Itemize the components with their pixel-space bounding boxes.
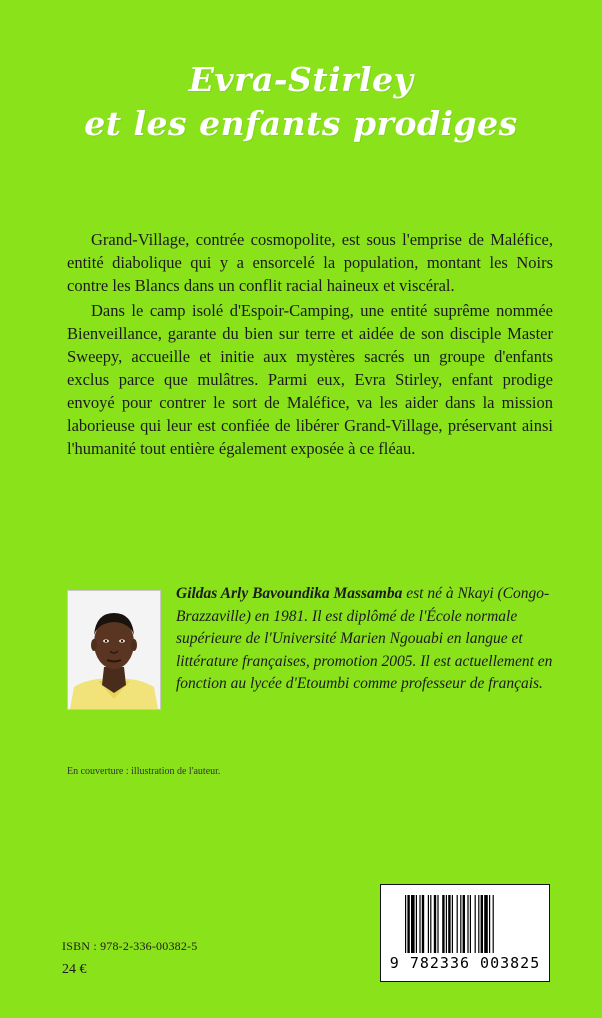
synopsis-paragraph-2: Dans le camp isolé d'Espoir-Camping, une entité suprême nommée Bienveillance, garante du bien sur terre et aidée de son disciple Master Sweepy, accueille et initie aux mystères sacrés un groupe d'enfants exclus parce que mulâtres. Parmi eux, Evra Stirley, enfant prodige envoyé pour contrer le sort de Maléfice, va les aider dans la mission laborieuse qui leur est confiée de libérer Grand-Village, préservant ainsi l'humanité tout entière également exposée à ce fléau. xyxy=(67,301,553,458)
synopsis xyxy=(67,228,553,460)
author-name: Gildas Arly Bavoundika Massamba xyxy=(176,585,403,602)
barcode-bar xyxy=(428,895,429,953)
book-title xyxy=(0,58,602,146)
barcode-bar xyxy=(411,895,415,953)
barcode-bar xyxy=(457,895,458,953)
title-line-2: et les enfants prodiges xyxy=(84,104,518,143)
barcode-bar xyxy=(446,895,447,953)
barcode-bar xyxy=(430,895,431,953)
author-portrait-image xyxy=(68,591,160,709)
author-bio-text: est né à Nkayi (Congo-Brazzaville) en 1981. Il est diplômé de l'École normale supérieure de l'Université Marien Ngouabi en langue et littérature françaises, promotion 2005. Il est actuellement en fonction au lycée d'Etoumbi comme professeur de français. xyxy=(176,585,553,692)
barcode-bar xyxy=(407,895,409,953)
barcode-bar xyxy=(489,895,490,953)
price: 24 € xyxy=(62,962,87,977)
isbn: ISBN : 978-2-336-00382-5 xyxy=(62,939,198,953)
barcode-bar xyxy=(442,895,444,953)
barcode-bar xyxy=(478,895,479,953)
author-bio xyxy=(176,583,566,696)
barcode-bar xyxy=(422,895,424,953)
barcode-bar xyxy=(463,895,465,953)
author-photo xyxy=(67,590,161,710)
barcode-bar xyxy=(452,895,453,953)
barcode-bar xyxy=(448,895,450,953)
barcode-digits: 9 782336 003825 xyxy=(389,954,541,972)
barcode-bar xyxy=(460,895,461,953)
cover-credit: En couverture : illustration de l'auteur. xyxy=(67,766,221,777)
barcode-bar xyxy=(416,895,417,953)
barcode-bar xyxy=(475,895,476,953)
synopsis-paragraph-1: Grand-Village, contrée cosmopolite, est sous l'emprise de Maléfice, entité diabolique qui y a ensorcelé la population, montant les Noirs contre les Blancs dans un conflit racial haineux et viscéral. xyxy=(67,230,553,295)
barcode-bar xyxy=(470,895,471,953)
barcode-bars xyxy=(405,895,525,953)
barcode-bar xyxy=(405,895,406,953)
barcode-bar xyxy=(434,895,436,953)
barcode xyxy=(380,884,550,982)
barcode-bar xyxy=(493,895,494,953)
barcode-bar xyxy=(484,895,488,953)
title-line-1: Evra-Stirley xyxy=(188,60,414,99)
barcode-bar xyxy=(437,895,438,953)
barcode-bar xyxy=(481,895,483,953)
barcode-bar xyxy=(419,895,420,953)
barcode-bar xyxy=(467,895,468,953)
